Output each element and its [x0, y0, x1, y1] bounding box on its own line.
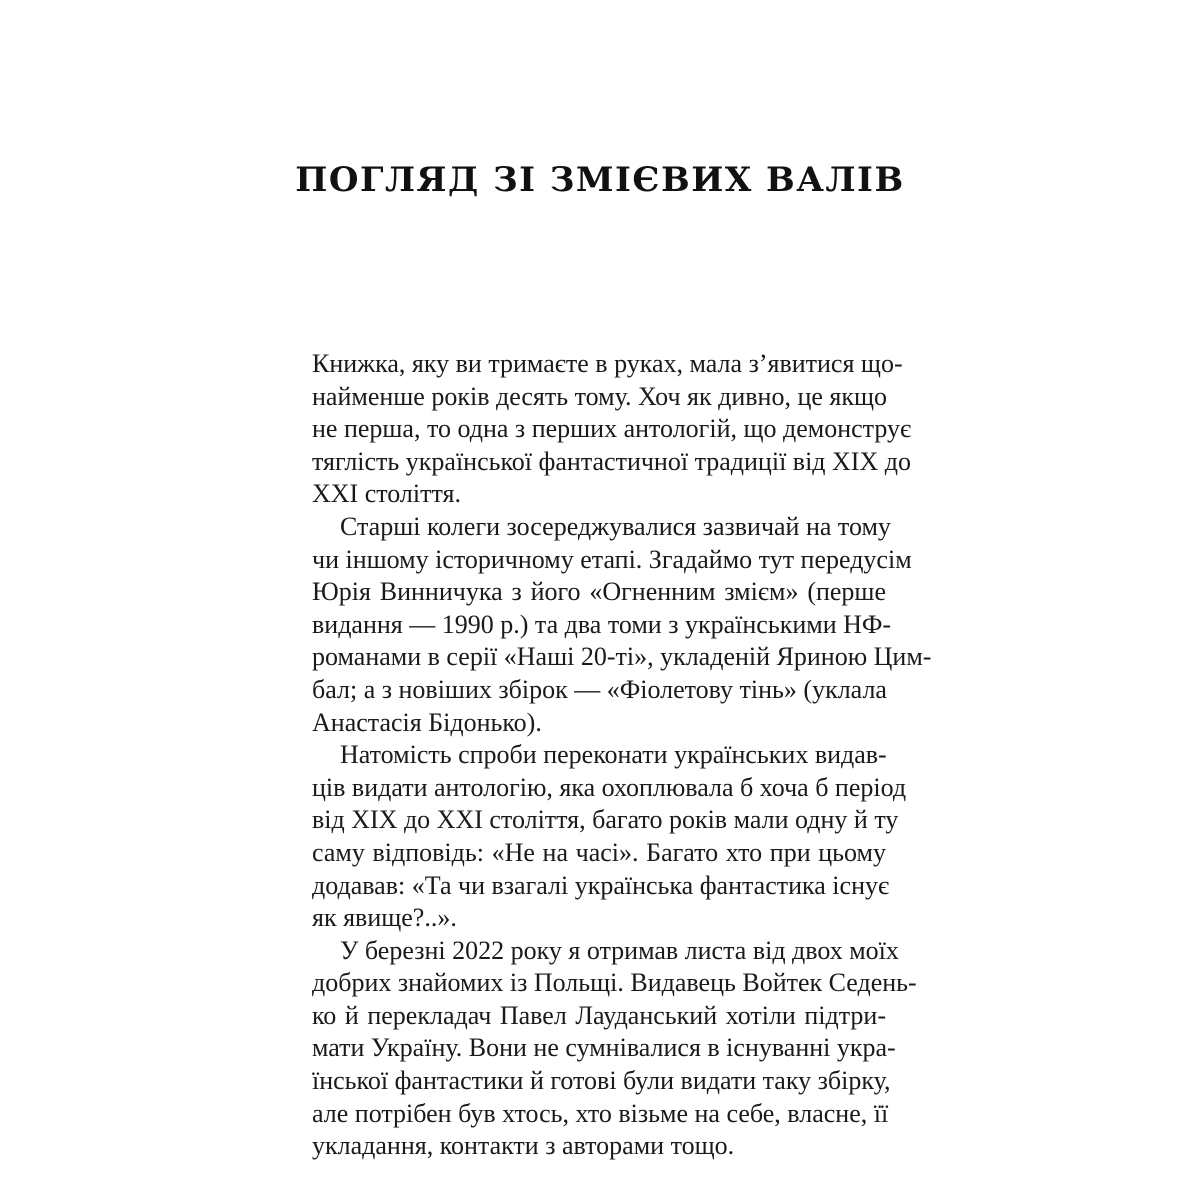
text-line: Юрія Винничука з його «Огненним змієм» (перше: [312, 577, 886, 607]
text-line: У березні 2022 року я отримав листа від двох моїх: [340, 935, 899, 965]
text-line: Натомість спроби переконати українських видав-: [340, 740, 887, 770]
text-line: Книжка, яку ви тримаєте в руках, мала з’явитися що-: [312, 349, 903, 378]
text-line: їнської фантастики й готові були видати таку збірку,: [312, 1066, 891, 1096]
text-line: Старші колеги зосереджувалися зазвичай на тому: [340, 511, 891, 541]
text-line: ців видати антологію, яка охоплювала б хоча б період: [312, 772, 907, 802]
text-line: не перша, то одна з перших антологій, що демонструє: [312, 414, 912, 444]
text-line: мати Україну. Вони не сумнівалися в існуванні укра-: [312, 1033, 896, 1063]
text-line: тяглість української фантастичної традиції від ХІХ до: [312, 446, 911, 476]
text-line: ХХІ століття.: [312, 479, 461, 509]
text-line: від ХІХ до ХХІ століття, багато років мали одну й ту: [312, 805, 899, 835]
text-line: Анастасія Бідонько).: [312, 707, 542, 737]
text-line: добрих знайомих із Польщі. Видавець Войтек Седень-: [312, 968, 917, 998]
text-line: ко й перекладач Павел Лауданський хотіли підтри-: [312, 1000, 886, 1030]
text-line: як явище?..».: [312, 903, 457, 933]
text-line: але потрібен був хтось, хто візьме на себе, власне, її: [312, 1098, 889, 1128]
paragraph: [312, 511, 932, 739]
text-line: романами в серії «Наші 20-ті», укладеній Яриною Цим-: [312, 642, 932, 672]
text-line: додавав: «Та чи взагалі українська фантастика існує: [312, 870, 890, 900]
text-line: саму відповідь: «Не на часі». Багато хто при цьому: [312, 837, 886, 867]
paragraph: [312, 739, 907, 935]
paragraph: [312, 935, 917, 1163]
text-line: найменше років десять тому. Хоч як дивно, це якщо: [312, 381, 888, 411]
chapter-title: ПОГЛЯД ЗІ ЗМІЄВИХ ВАЛІВ: [295, 160, 905, 200]
body-text: [312, 348, 932, 1163]
text-line: видання — 1990 р.) та два томи з українськими НФ-: [312, 609, 892, 639]
text-line: укладання, контакти з авторами тощо.: [312, 1131, 735, 1161]
text-line: бал; а з новіших збірок — «Фіолетову тінь» (уклала: [312, 674, 887, 704]
text-line: чи іншому історичному етапі. Згадаймо тут передусім: [312, 544, 912, 574]
paragraph: [312, 348, 912, 511]
